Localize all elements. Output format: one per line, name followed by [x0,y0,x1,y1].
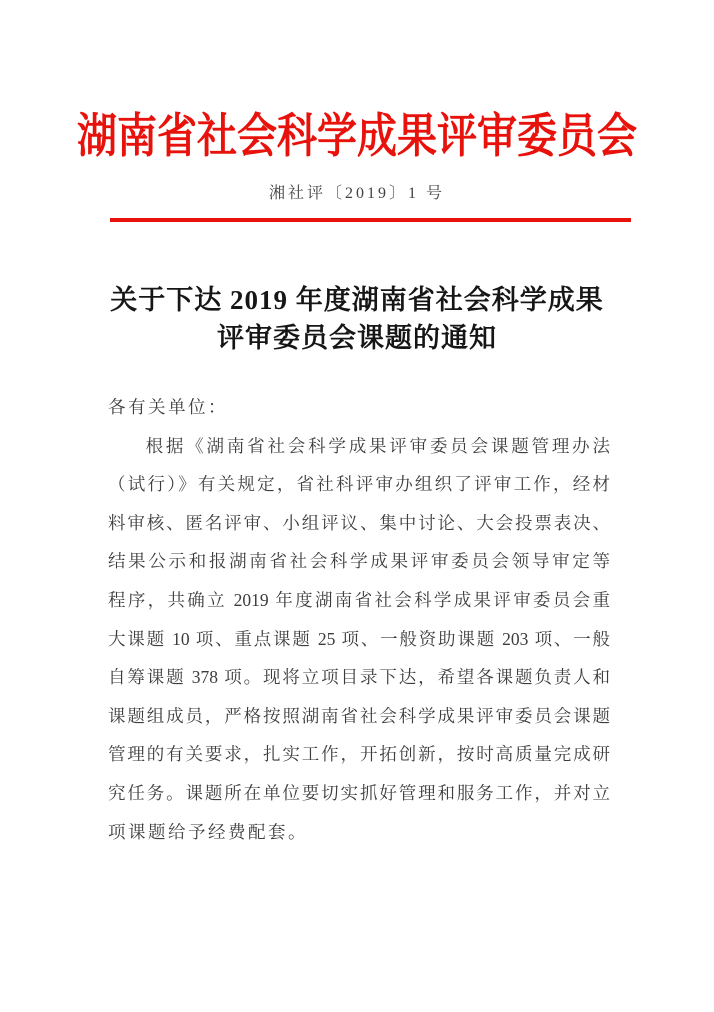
body-line: 究任务。课题所在单位要切实抓好管理和服务工作，并对立 [108,782,610,803]
body-line: 料审核、匿名评审、小组评议、集中讨论、大会投票表决、 [108,512,610,533]
salutation: 各有关单位： [108,397,228,417]
body-line: 根据《湖南省社会科学成果评审委员会课题管理办法 [145,435,610,456]
notice-title-line2: 评审委员会课题的通知 [217,323,497,353]
body-line: 项课题给予经费配套。 [108,821,308,842]
notice-title-line1: 关于下达 2019 年度湖南省社会科学成果 [110,285,604,315]
notice-title [0,281,714,357]
body-line: 程序，共确立 2019 年度湖南省社会科学成果评审委员会重 [108,589,610,610]
body-line: 课题组成员，严格按照湖南省社会科学成果评审委员会课题 [108,705,610,726]
issuer-title: 湖南省社会科学成果评审委员会 [77,109,637,163]
document-body [108,388,610,851]
red-separator-line [110,218,631,222]
body-line: 大课题 10 项、重点课题 25 项、一般资助课题 203 项、一般 [108,628,610,649]
body-line: （试行）》有关规定，省社科评审办组织了评审工作，经材 [108,474,610,495]
body-line: 结果公示和报湖南省社会科学成果评审委员会领导审定等 [108,551,610,572]
body-line: 自筹课题 378 项。现将立项目录下达，希望各课题负责人和 [108,667,610,688]
body-paragraph [108,427,610,852]
doc-number: 湘社评〔2019〕1 号 [268,185,445,202]
body-line: 管理的有关要求，扎实工作，开拓创新，按时高质量完成研 [108,744,610,765]
